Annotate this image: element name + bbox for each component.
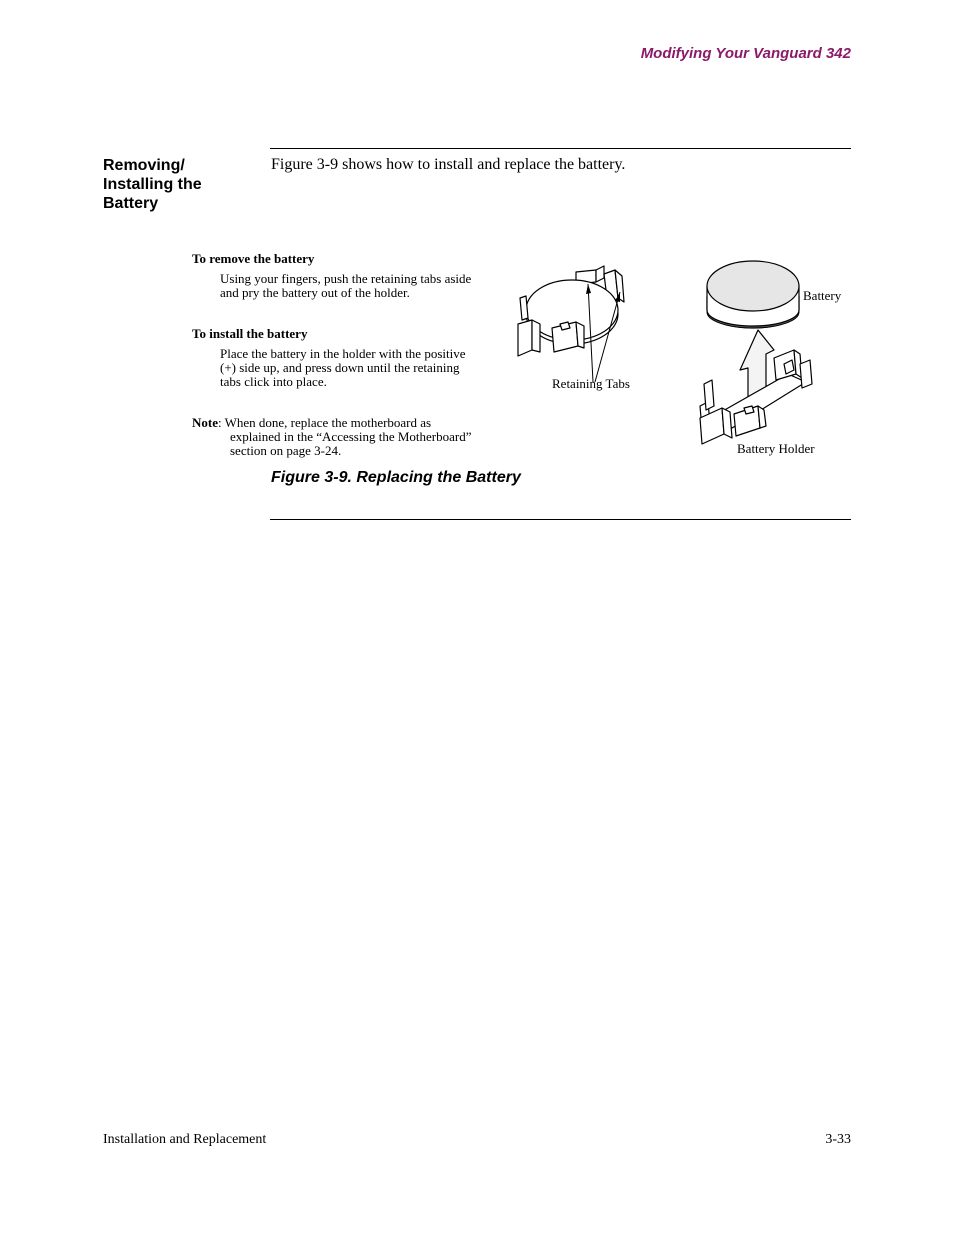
section-heading-line: Installing the	[103, 176, 202, 193]
note-label: Note	[192, 415, 218, 430]
note-line	[192, 416, 492, 430]
footer-chapter: Installation and Replacement	[103, 1132, 267, 1147]
figure-caption: Figure 3-9. Replacing the Battery	[271, 469, 521, 486]
install-title: To install the battery	[192, 326, 308, 341]
section-heading-line: Battery	[103, 195, 159, 212]
remove-line: and pry the battery out of the holder.	[220, 285, 410, 300]
battery-label: Battery	[803, 288, 842, 303]
intro-paragraph: Figure 3-9 shows how to install and replace the battery.	[271, 156, 626, 173]
note-text: : When done, replace the motherboard as	[218, 415, 432, 430]
battery-holder-label: Battery Holder	[737, 441, 815, 456]
bottom-rule	[270, 519, 851, 520]
install-instructions	[220, 347, 495, 389]
remove-instructions	[220, 272, 495, 300]
remove-line: Using your fingers, push the retaining tabs aside	[220, 271, 472, 286]
install-line: tabs click into place.	[220, 374, 327, 389]
section-heading	[103, 156, 253, 213]
section-heading-line: Removing/	[103, 157, 185, 174]
retaining-tabs-label: Retaining Tabs	[552, 376, 630, 391]
remove-title: To remove the battery	[192, 251, 315, 266]
install-line: Place the battery in the holder with the positive	[220, 346, 466, 361]
battery-and-holder-illustration	[696, 256, 814, 446]
note-line: section on page 3-24.	[230, 443, 342, 458]
page-number: 3-33	[825, 1132, 851, 1147]
note-line: explained in the “Accessing the Motherboard”	[230, 429, 472, 444]
battery-in-holder-illustration	[512, 262, 637, 360]
running-header: Modifying Your Vanguard 342	[640, 45, 851, 62]
note	[192, 416, 492, 458]
top-rule	[270, 148, 851, 149]
install-line: (+) side up, and press down until the retaining	[220, 360, 460, 375]
